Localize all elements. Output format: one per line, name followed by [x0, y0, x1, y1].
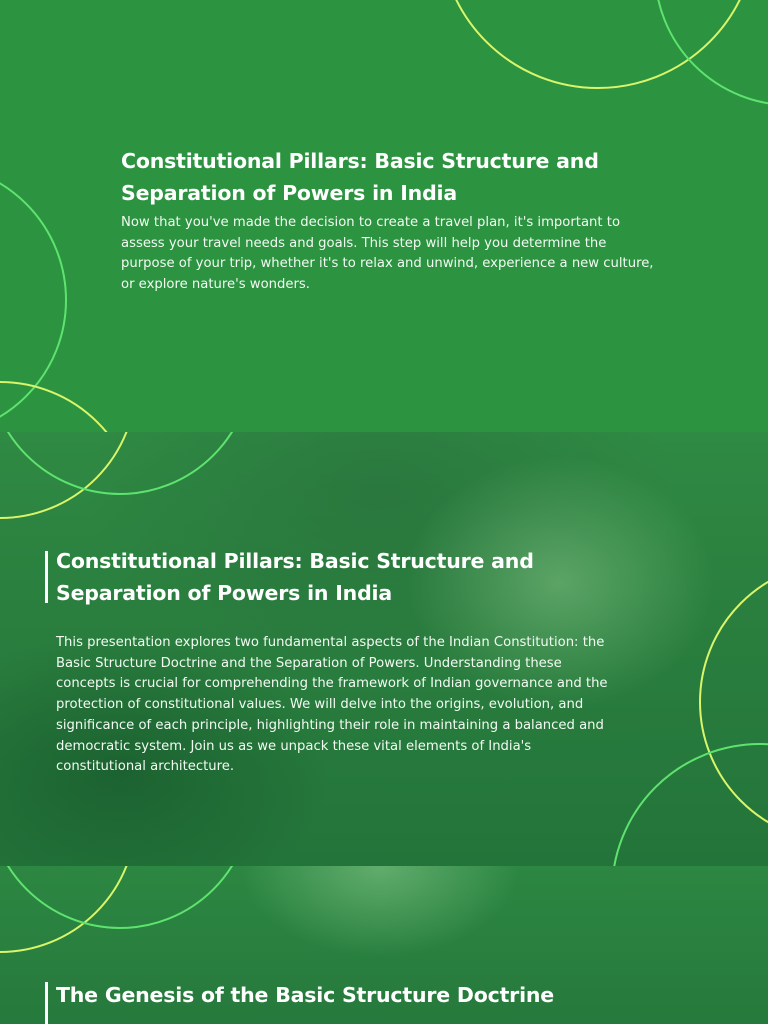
slide-title: The Genesis of the Basic Structure Doctrine: [56, 983, 555, 1007]
slide-body-text: This presentation explores two fundamental aspects of the Indian Constitution: the Basic Structure Doctrine and the Separation of Powers. Understanding these concepts is crucial for comprehending the framework of Indian governance and the protection of constitutional values. We will delve into the origins, evolution, and significance of each principle, highlighting their role in maintaining a balanced and democratic system. Join us as we unpack these vital elements of India's constitutional architecture.: [56, 635, 608, 775]
title-accent-bar: [45, 551, 48, 603]
slide-title: Constitutional Pillars: Basic Structure and Separation of Powers in India: [56, 549, 534, 605]
ring-yellow-right: [700, 562, 768, 842]
ring-yellow-bottom-left: [0, 382, 138, 432]
ring-yellow-top-left: [0, 432, 136, 518]
ring-green-bottom-right: [612, 744, 768, 866]
ring-yellow-top-left: [0, 866, 136, 952]
ring-green-top: [0, 866, 252, 928]
title-accent-bar: [45, 982, 48, 1024]
slide-2: [0, 432, 768, 866]
slide-title: Constitutional Pillars: Basic Structure and Separation of Powers in India: [121, 149, 599, 205]
ring-green-top: [0, 432, 252, 494]
slide-3: [0, 866, 768, 1024]
ring-green-left: [0, 164, 66, 432]
ring-green-top-right: [655, 0, 768, 105]
slide-body-text: Now that you've made the decision to create a travel plan, it's important to assess your travel needs and goals. This step will help you determine the purpose of your trip, whether it's to relax and unwind, experience a new culture, or explore nature's wonders.: [121, 215, 654, 293]
ring-yellow-top: [440, 0, 756, 88]
slide-1: [0, 0, 768, 432]
